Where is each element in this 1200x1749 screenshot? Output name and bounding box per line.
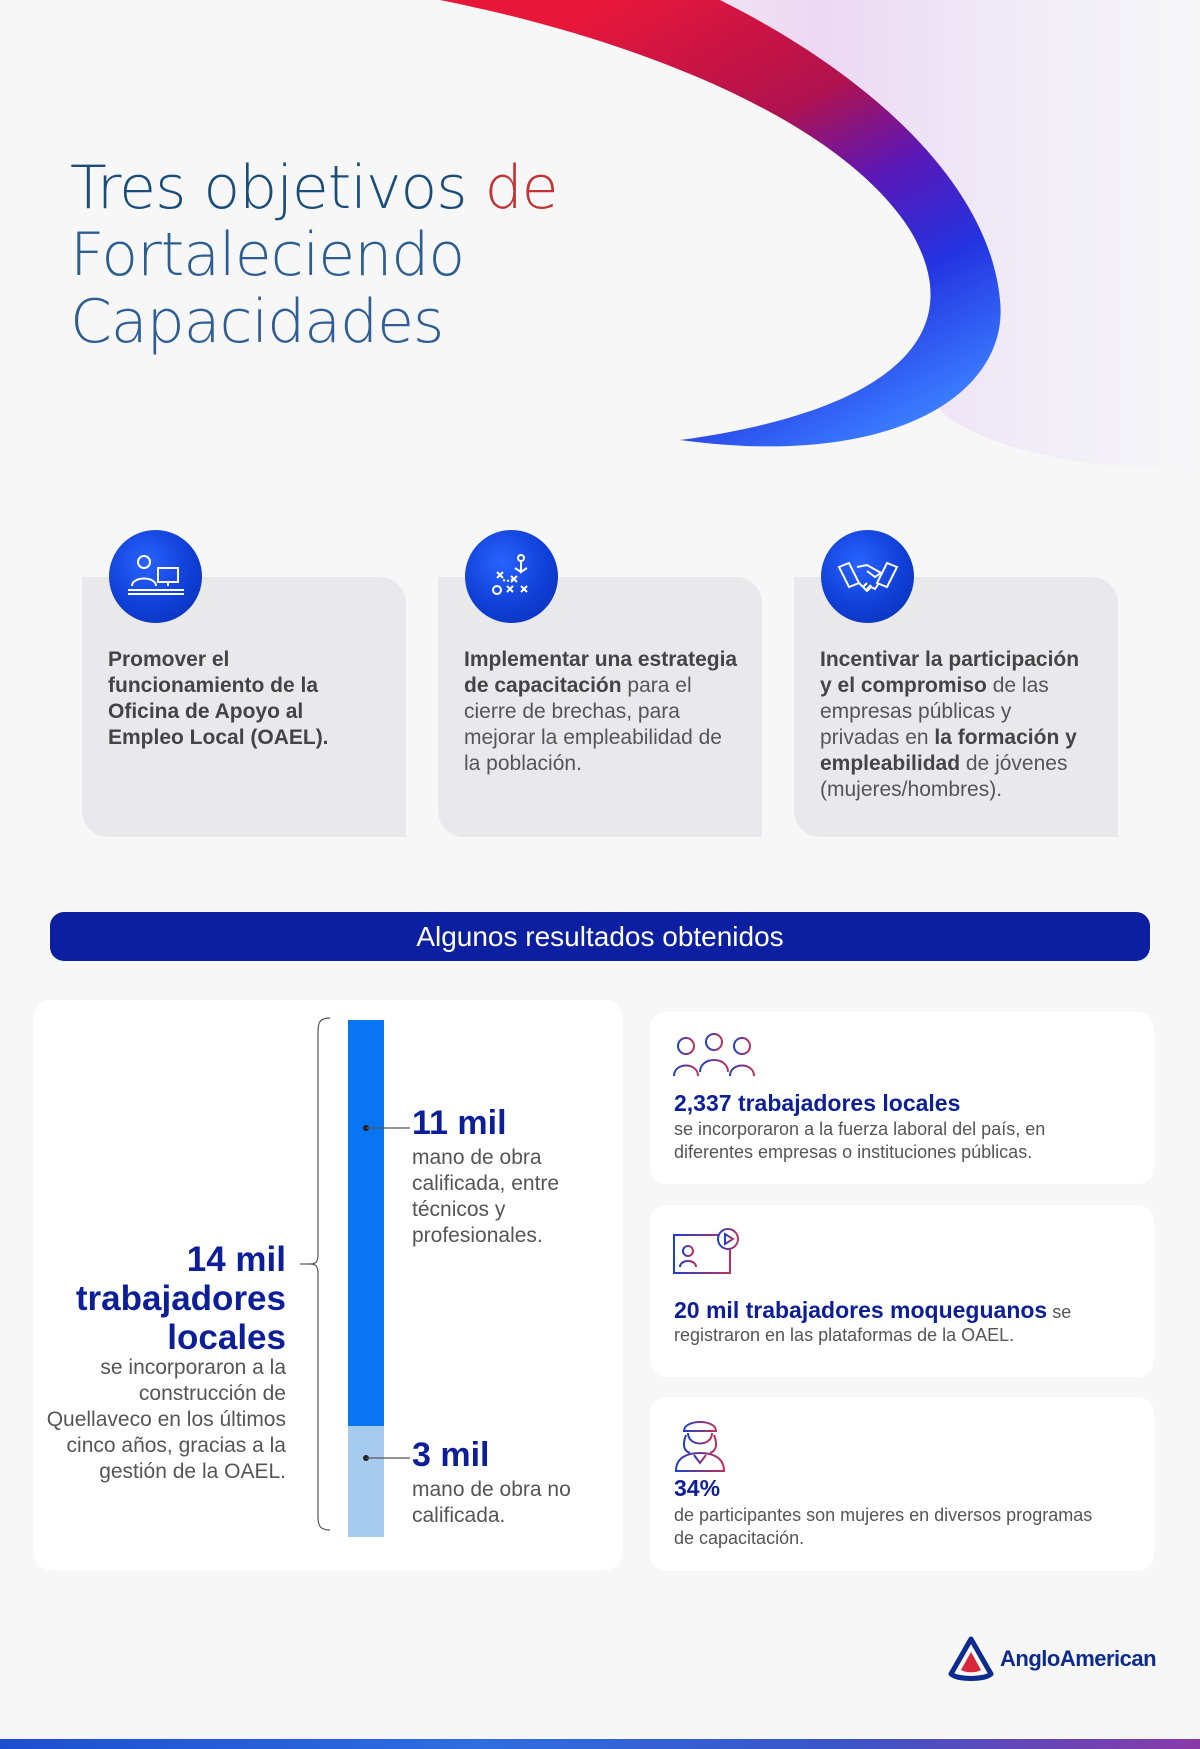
result-2-headline: 20 mil trabajadores moqueguanos [674,1297,1048,1323]
result-3-headline: 34% [674,1475,721,1501]
total-workers-headline [76,1240,286,1357]
results-banner: Algunos resultados obtenidos [50,912,1150,961]
bottom-gradient-strip [0,1739,1200,1749]
skilled-connector [362,1124,412,1132]
female-worker-helmet-icon [672,1411,728,1473]
unskilled-number: 3 mil [412,1436,490,1474]
unskilled-description: mano de obra no calificada. [412,1478,571,1527]
total-workers-number: 14 mil [186,1240,286,1279]
total-workers-label-2: locales [167,1318,286,1357]
result-2-text: 20 mil trabajadores moqueguanos se registraron en las plataformas de la OAEL. [674,1297,1072,1345]
title-line-1: Tres objetivos [70,153,467,223]
skilled-labor-bar [348,1020,384,1426]
objective-text-1: Promover el funcionamiento de la Oficina de Apoyo al Empleo Local (OAEL). [108,648,329,749]
anglo-american-logo [948,1636,1156,1682]
objective-text-2: Implementar una estrategia de capacitación para el cierre de brechas, para mejorar la empleabilidad de la población. [464,648,738,775]
handshake-icon [821,530,914,623]
result-card-2 [650,1205,1154,1377]
anglo-american-mark-icon [948,1636,994,1682]
total-workers-description: se incorporaron a la construcción de Quellaveco en los últimos cinco años, gracias a la gestión de la OAEL. [46,1356,286,1483]
skilled-number: 11 mil [412,1104,507,1142]
objective-text-3: Incentivar la participación y el compromiso de las empresas públicas y privadas en la formación y empleabilidad de jóvenes (mujeres/hombres). [820,648,1080,801]
result-3-text: de participantes son mujeres en diversos programas de capacitación. [674,1505,1093,1548]
result-card-1 [650,1012,1154,1184]
title-accent-word: de [484,153,558,223]
result-1-text: se incorporaron a la fuerza laboral del país, en diferentes empresas o instituciones públicas. [674,1119,1046,1162]
title-line-3: Capacidades [70,287,444,357]
strategy-play-icon [465,530,558,623]
logo-text: AngloAmerican [1000,1646,1157,1671]
title-line-2: Fortaleciendo [70,220,465,290]
online-training-icon [672,1227,742,1287]
total-workers-label-1: trabajadores [75,1279,286,1318]
people-group-icon [672,1032,756,1078]
result-card-3 [650,1397,1154,1571]
unskilled-connector [362,1454,412,1462]
unskilled-labor-bar [348,1426,384,1537]
page-title [70,155,558,356]
skilled-description: mano de obra calificada, entre técnicos y profesionales. [412,1146,560,1247]
result-1-headline: 2,337 trabajadores locales [674,1090,961,1116]
office-worker-icon [109,530,202,623]
